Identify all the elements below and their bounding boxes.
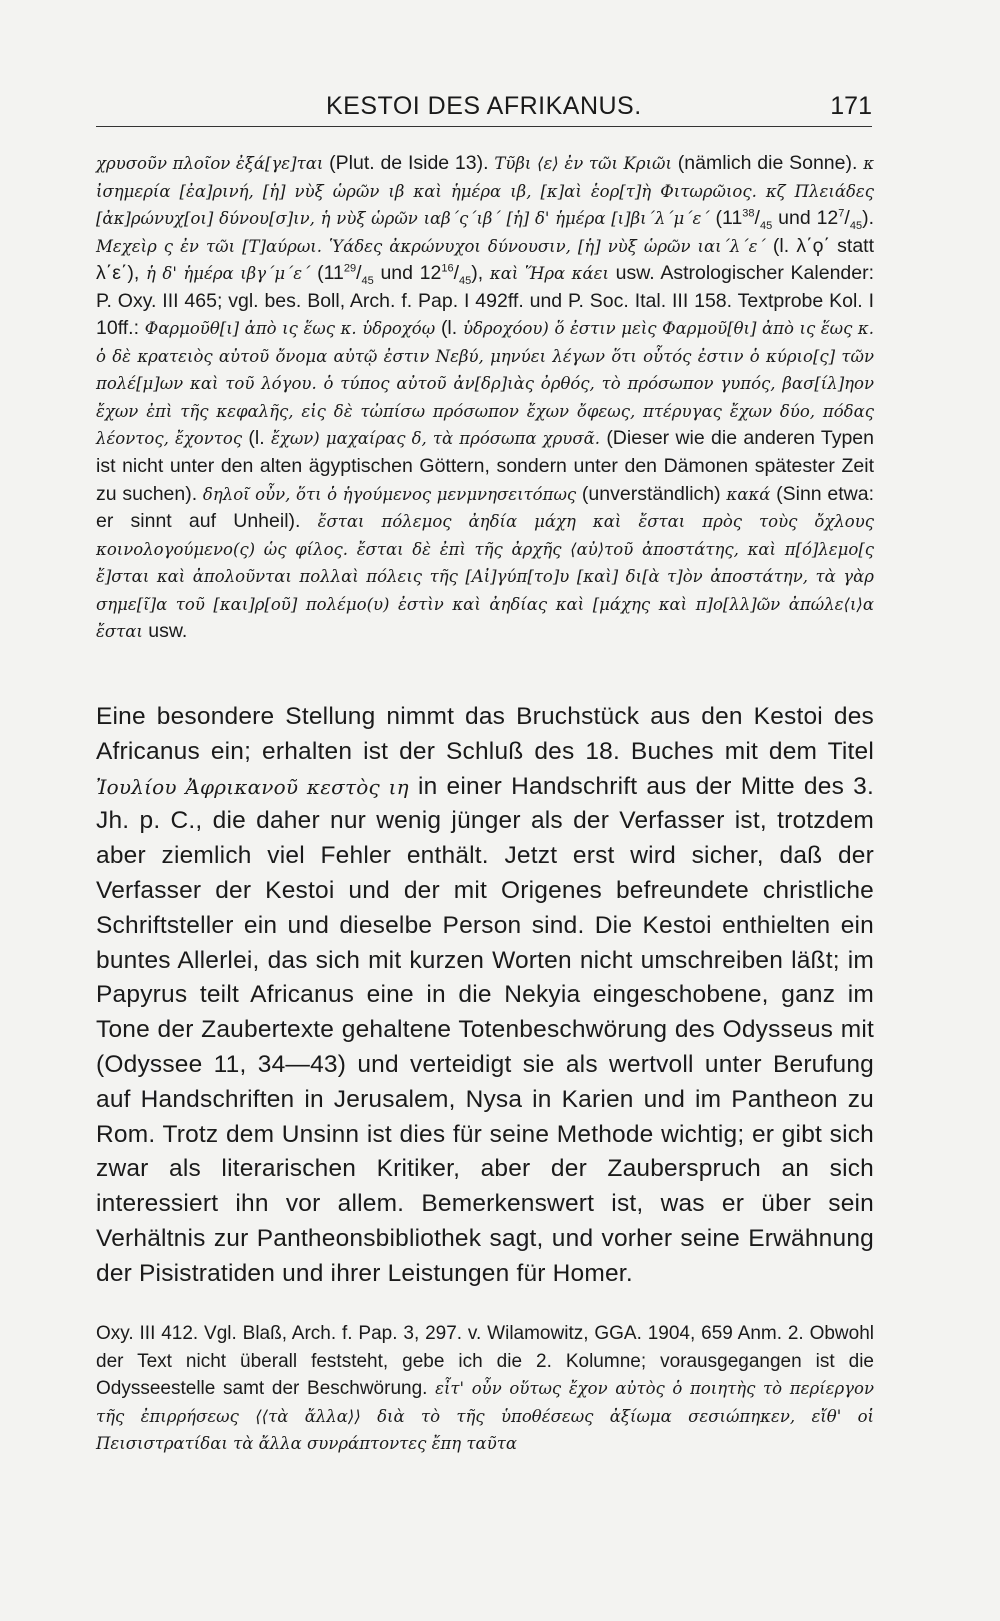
bottom-paragraph: Oxy. III 412. Vgl. Blaß, Arch. f. Pap. 3, 297. v. Wilamowitz, GGA. 1904, 659 Anm. 2. Obwohl der Text nicht überall feststeht, gebe ich die 2. Kolumne; vorausgegangen ist die Odysseestelle samt der Beschwörung. εἶτ' οὖν οὕτως ἔχον αὐτὸς ὁ ποιητὴς τὸ περίεργον τῆς ἐπιρρήσεως ⟨⟨τὰ ἄλλα⟩⟩ διὰ τὸ τῆς ὑποθέσεως ἀξίωμα σεσιώπηκεν, εἴθ' οἱ Πεισιστρατίδαι τὰ ἄλλα συνράπτοντες ἔπη ταῦτα — [96, 1323, 874, 1453]
running-title: KESTOI DES AFRIKANUS. — [326, 92, 642, 120]
running-header — [96, 92, 872, 132]
bottom-note — [96, 1320, 874, 1458]
main-paragraph: Eine besondere Stellung nimmt das Bruchstück aus den Kestoi des Africanus ein; erhalten ist der Schluß des 18. Buches mit dem Titel Ἰουλίου Ἀφρικανοῦ κεστὸς ιη in einer Handschrift aus der Mitte des 3. Jh. p. C., die daher nur wenig jünger als der Verfasser ist, trotzdem aber ziemlich viel Fehler enthält. Jetzt erst wird sicher, daß der Verfasser der Kestoi und der mit Origenes befreundete christliche Schriftsteller ein und dieselbe Person sind. Die Kestoi enthielten ein buntes Allerlei, das sich mit kurzen Worten nicht umschreiben läßt; im Papyrus teilt Africanus eine in die Nekyia eingeschobene, ganz im Tone der Zaubertexte gehaltene Totenbeschwörung des Odysseus mit (Odyssee 11, 34—43) und verteidigt sie als wertvoll unter Berufung auf Handschriften in Jerusalem, Nysa in Karien und im Pantheon zu Rom. Trotz dem Unsinn ist dies für seine Methode wichtig; er gibt sich zwar als literarischen Kritiker, aber der Zauberspruch an sich interessiert ihn vor allem. Bemerkenswert ist, was er über sein Verhältnis zur Pantheonsbibliothek sagt, und vorher seine Erwähnung der Pisistratiden und ihrer Leistungen für Homer. — [96, 703, 874, 1287]
main-body — [96, 700, 874, 1292]
commentary-paragraph: χρυσοῦν πλοῖον ἐξά[γε]ται (Plut. de Iside 13). Τῦβι ⟨ε⟩ ἐν τῶι Κριῶι (nämlich die Sonne). κ ἰσημερία [ἐα]ρινή, [ἡ] νὺξ ὡρῶν ιβ καὶ ἡμέρα ιβ, [κ]αὶ ἑορ[τ]ὴ Φιτωρῶιος. κζ Πλειάδες [ἀκ]ρώνυχ[οι] δύνου[σ]ιν, ἡ νὺξ ὡρῶν ιαβ΄ς΄ιβ΄ [ἡ] δ' ἡμέρα [ι]βι΄λ΄μ΄ε΄ ($11^{38}/_{45}$ und $12^7/_{45}$). Μεχεὶρ ς ἐν τῶι [Τ]αύρωι. Ὑάδες ἀκρώνυχοι δύνουσιν, [ἡ] νὺξ ὡρῶν ιαι΄λ΄ε΄ (l. λ΄ϙ΄ statt λ΄ε΄), ἡ δ' ἡμέρα ιβγ΄μ΄ε΄ ($11^{29}/_{45}$ und $12^{16}/_{45}$), καὶ Ἥρα κάει usw. Astrologischer Kalender: P. Oxy. III 465; vgl. bes. Boll, Arch. f. Pap. I 492ff. und P. Soc. Ital. III 158. Textprobe Kol. I 10ff.: Φαρμοῦθ[ι] ἀπὸ ις ἕως κ. ὑδροχόῳ (l. ὑδροχόου) ὅ ἐστιν μεὶς Φαρμοῦ[θι] ἀπὸ ις ἕως κ. ὁ δὲ κρατειὸς αὐτοῦ ὄνομα αὐτῷ ἐστιν Νεβύ, μηνύει λέγων ὅτι οὗτός ἐστιν ὁ κύριο[ς] τῶν πολέ[μ]ων καὶ τοῦ λόγου. ὁ τύπος αὐτοῦ ἀν[δρ]ιὰς ὀρθός, τὸ πρόσωπον γυπός, βασ[ίλ]ηον ἔχων ἐπὶ τῆς κεφαλῆς, εἰς δὲ τὠπίσω πρόσωπον ἔχων ὄφεως, πτέρυγας ἔχων δύο, πόδας λέοντος, ἔχοντος (l. ἔχων) μαχαίρας δ, τὰ πρόσωπα χρυσᾶ. (Dieser wie die anderen Typen ist nicht unter den alten ägyptischen Göttern, sondern unter den Dämonen spätester Zeit zu suchen). δηλοῖ οὖν, ὅτι ὁ ἡγούμενος μενμνησειτόπως (unverständlich) κακά (Sinn etwa: er sinnt auf Unheil). ἔσται πόλεμος ἀηδία μάχη καὶ ἔσται πρὸς τοὺς ὄχλους κοινολογούμενο(ς) ὡς φίλος. ἔσται δὲ ἐπὶ τῆς ἀρχῆς ⟨αὐ⟩τοῦ ἀποστάτης, καὶ π[ό]λεμο[ς ἔ]σται καὶ ἀπολοῦνται πολλαὶ πόλεις τῆς [Αἰ]γύπ[το]υ [καὶ] δι[ὰ τ]ὸν ἀποστάτην, τὰ γὰρ σημε[ῖ]α τοῦ [και]ρ[οῦ] πολέμο(υ) ἐστὶν καὶ ἀηδίας καὶ [μάχης καὶ π]ο[λλ]ῶν ἀπώλε⟨ι⟩α ἔσται usw. — [96, 152, 875, 643]
header-rule — [96, 126, 872, 127]
footnote-commentary — [96, 150, 874, 646]
page-number: 171 — [830, 92, 872, 120]
